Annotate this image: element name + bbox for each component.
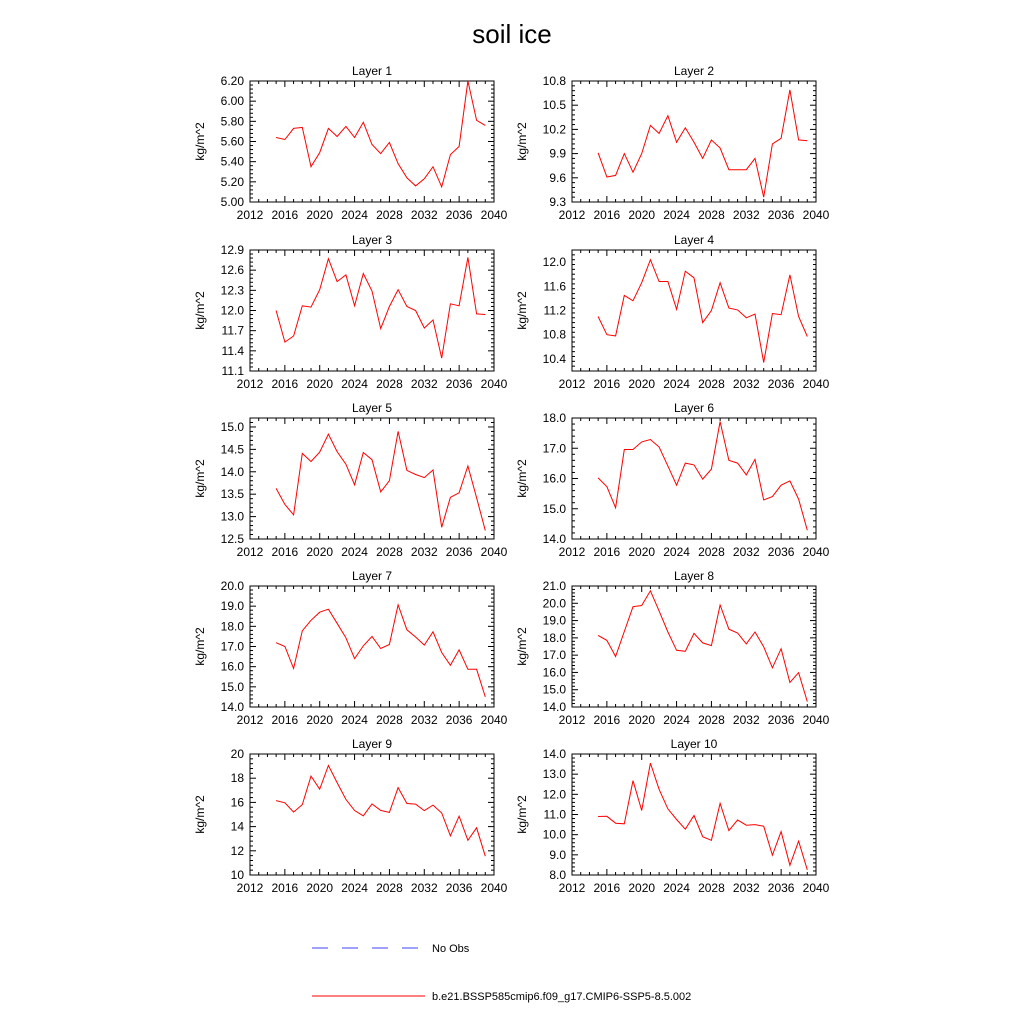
x-tick-label: 2028 bbox=[376, 208, 403, 222]
y-tick-label: 6.00 bbox=[220, 94, 244, 109]
x-tick-label: 2028 bbox=[376, 545, 403, 559]
x-tick-label: 2040 bbox=[480, 377, 508, 391]
x-tick-label: 2012 bbox=[236, 713, 264, 727]
y-tick-label: 18.0 bbox=[220, 619, 244, 634]
panel-title: Layer 1 bbox=[351, 64, 393, 78]
x-tick-label: 2032 bbox=[410, 881, 438, 895]
y-tick-label: 10.2 bbox=[542, 122, 566, 137]
panel-title: Layer 9 bbox=[351, 737, 393, 751]
y-tick-label: 13.0 bbox=[542, 767, 566, 782]
plot-frame bbox=[250, 81, 494, 202]
x-tick-label: 2040 bbox=[480, 208, 508, 222]
y-tick-label: 6.20 bbox=[220, 74, 244, 88]
x-tick-label: 2032 bbox=[732, 881, 760, 895]
y-tick-label: 11.1 bbox=[221, 364, 244, 378]
x-tick-label: 2028 bbox=[376, 377, 403, 391]
x-tick-label: 2012 bbox=[236, 881, 264, 895]
panel-title: Layer 7 bbox=[351, 569, 393, 583]
y-tick-label: 11.4 bbox=[221, 343, 244, 358]
x-tick-label: 2020 bbox=[628, 377, 656, 391]
x-tick-label: 2032 bbox=[410, 377, 438, 391]
x-tick-label: 2020 bbox=[628, 208, 656, 222]
y-tick-label: 15.0 bbox=[220, 419, 244, 434]
x-tick-label: 2040 bbox=[480, 713, 508, 727]
x-tick-label: 2040 bbox=[480, 881, 508, 895]
x-tick-label: 2040 bbox=[802, 713, 830, 727]
y-tick-label: 12.3 bbox=[220, 283, 244, 298]
x-tick-label: 2020 bbox=[628, 545, 656, 559]
y-tick-label: 9.6 bbox=[549, 170, 566, 185]
panel-title: Layer 4 bbox=[673, 233, 715, 247]
series-line-model bbox=[598, 591, 807, 702]
x-tick-label: 2012 bbox=[558, 377, 586, 391]
panels bbox=[193, 64, 830, 895]
y-tick-label: 17.0 bbox=[220, 639, 244, 654]
x-tick-label: 2012 bbox=[558, 881, 586, 895]
y-tick-label: 12.5 bbox=[220, 532, 244, 546]
x-tick-label: 2036 bbox=[767, 377, 795, 391]
series-line-model bbox=[276, 766, 485, 857]
panel-layer-5 bbox=[193, 401, 508, 559]
panel-layer-1 bbox=[193, 64, 508, 222]
x-tick-label: 2016 bbox=[271, 377, 299, 391]
x-tick-label: 2020 bbox=[628, 713, 656, 727]
y-tick-label: 12 bbox=[230, 843, 244, 858]
panel-layer-2 bbox=[515, 64, 830, 222]
series-line-model bbox=[598, 90, 807, 197]
panel-title: Layer 10 bbox=[670, 737, 718, 751]
series-line-model bbox=[598, 422, 807, 531]
y-tick-label: 11.6 bbox=[543, 279, 566, 294]
y-tick-label: 19.0 bbox=[542, 613, 566, 628]
y-tick-label: 12.0 bbox=[220, 303, 244, 318]
panel-layer-4 bbox=[515, 233, 830, 391]
x-tick-label: 2024 bbox=[663, 713, 690, 727]
legend-no-obs-label: No Obs bbox=[432, 943, 470, 955]
y-tick-label: 8.0 bbox=[549, 868, 566, 882]
x-tick-label: 2036 bbox=[445, 881, 473, 895]
x-tick-label: 2032 bbox=[732, 377, 760, 391]
y-tick-label: 11.0 bbox=[543, 807, 566, 822]
x-tick-label: 2032 bbox=[732, 545, 760, 559]
x-tick-label: 2016 bbox=[271, 881, 299, 895]
legend bbox=[312, 943, 691, 1003]
y-tick-label: 12.9 bbox=[220, 243, 244, 257]
x-tick-label: 2028 bbox=[698, 377, 725, 391]
y-tick-label: 5.80 bbox=[220, 114, 244, 129]
y-tick-label: 10 bbox=[230, 868, 244, 882]
y-tick-label: 17.0 bbox=[542, 441, 566, 456]
y-axis-label: kg/m^2 bbox=[193, 459, 207, 498]
panel-layer-7 bbox=[193, 569, 508, 727]
y-tick-label: 9.0 bbox=[549, 847, 566, 862]
x-tick-label: 2024 bbox=[341, 377, 368, 391]
x-tick-label: 2040 bbox=[802, 208, 830, 222]
plot-frame bbox=[572, 418, 816, 539]
x-tick-label: 2020 bbox=[306, 545, 334, 559]
x-tick-label: 2020 bbox=[628, 881, 656, 895]
x-tick-label: 2040 bbox=[802, 545, 830, 559]
y-axis-label: kg/m^2 bbox=[515, 291, 529, 330]
x-tick-label: 2024 bbox=[663, 881, 690, 895]
y-tick-label: 13.0 bbox=[220, 509, 244, 524]
y-axis-label: kg/m^2 bbox=[515, 459, 529, 498]
x-tick-label: 2028 bbox=[698, 208, 725, 222]
x-tick-label: 2020 bbox=[306, 713, 334, 727]
x-tick-label: 2016 bbox=[271, 713, 299, 727]
y-tick-label: 12.0 bbox=[542, 787, 566, 802]
panel-layer-6 bbox=[515, 401, 830, 559]
x-tick-label: 2032 bbox=[732, 713, 760, 727]
x-tick-label: 2024 bbox=[341, 713, 368, 727]
series-line-model bbox=[598, 260, 807, 363]
panel-layer-3 bbox=[193, 233, 508, 391]
x-tick-label: 2028 bbox=[376, 881, 403, 895]
x-tick-label: 2020 bbox=[306, 881, 334, 895]
x-tick-label: 2036 bbox=[445, 208, 473, 222]
x-tick-label: 2012 bbox=[236, 208, 264, 222]
x-tick-label: 2028 bbox=[376, 713, 403, 727]
series-line-model bbox=[598, 763, 807, 870]
y-tick-label: 15.0 bbox=[220, 679, 244, 694]
y-tick-label: 14.0 bbox=[542, 747, 566, 761]
panel-title: Layer 6 bbox=[673, 401, 715, 415]
x-tick-label: 2012 bbox=[558, 545, 586, 559]
y-tick-label: 20.0 bbox=[542, 596, 566, 611]
y-tick-label: 5.40 bbox=[220, 154, 244, 169]
y-tick-label: 10.0 bbox=[542, 827, 566, 842]
panel-layer-9 bbox=[193, 737, 508, 895]
y-axis-label: kg/m^2 bbox=[515, 627, 529, 666]
y-tick-label: 14.0 bbox=[542, 700, 566, 714]
y-tick-label: 5.00 bbox=[220, 195, 244, 209]
plot-frame bbox=[572, 586, 816, 707]
y-tick-label: 18 bbox=[230, 771, 244, 786]
y-tick-label: 18.0 bbox=[542, 630, 566, 645]
legend-model-label: b.e21.BSSP585cmip6.f09_g17.CMIP6-SSP5-8.5.002 bbox=[432, 991, 692, 1003]
x-tick-label: 2024 bbox=[663, 377, 690, 391]
plot-frame bbox=[250, 586, 494, 707]
x-tick-label: 2036 bbox=[445, 713, 473, 727]
y-tick-label: 16 bbox=[230, 795, 244, 810]
x-tick-label: 2016 bbox=[593, 208, 621, 222]
x-tick-label: 2012 bbox=[236, 377, 264, 391]
x-tick-label: 2028 bbox=[698, 713, 725, 727]
panel-title: Layer 5 bbox=[351, 401, 393, 415]
x-tick-label: 2032 bbox=[410, 713, 438, 727]
series-line-model bbox=[276, 257, 485, 358]
series-line-model bbox=[276, 605, 485, 697]
y-tick-label: 16.0 bbox=[542, 471, 566, 486]
y-tick-label: 9.3 bbox=[549, 195, 566, 209]
y-tick-label: 11.2 bbox=[543, 303, 566, 318]
x-tick-label: 2028 bbox=[698, 545, 725, 559]
x-tick-label: 2016 bbox=[593, 377, 621, 391]
y-tick-label: 14.0 bbox=[220, 464, 244, 479]
x-tick-label: 2036 bbox=[445, 377, 473, 391]
y-tick-label: 14.0 bbox=[220, 700, 244, 714]
y-tick-label: 17.0 bbox=[542, 648, 566, 663]
y-tick-label: 14.5 bbox=[220, 442, 244, 457]
x-tick-label: 2016 bbox=[593, 713, 621, 727]
x-tick-label: 2020 bbox=[306, 377, 334, 391]
panel-layer-10 bbox=[515, 737, 830, 895]
x-tick-label: 2016 bbox=[593, 545, 621, 559]
x-tick-label: 2028 bbox=[698, 881, 725, 895]
x-tick-label: 2036 bbox=[767, 208, 795, 222]
y-axis-label: kg/m^2 bbox=[515, 795, 529, 834]
x-tick-label: 2012 bbox=[558, 208, 586, 222]
x-tick-label: 2012 bbox=[236, 545, 264, 559]
y-tick-label: 10.5 bbox=[542, 98, 566, 113]
x-tick-label: 2024 bbox=[341, 208, 368, 222]
series-line-model bbox=[276, 81, 485, 187]
y-tick-label: 12.6 bbox=[220, 263, 244, 278]
y-axis-label: kg/m^2 bbox=[193, 122, 207, 161]
y-axis-label: kg/m^2 bbox=[193, 795, 207, 834]
x-tick-label: 2016 bbox=[593, 881, 621, 895]
y-tick-label: 5.20 bbox=[220, 174, 244, 189]
x-tick-label: 2040 bbox=[802, 881, 830, 895]
x-tick-label: 2024 bbox=[341, 545, 368, 559]
panel-layer-8 bbox=[515, 569, 830, 727]
series-line-model bbox=[276, 431, 485, 530]
y-tick-label: 20 bbox=[230, 747, 244, 761]
y-tick-label: 10.8 bbox=[542, 74, 566, 88]
y-tick-label: 19.0 bbox=[220, 599, 244, 614]
x-tick-label: 2024 bbox=[663, 545, 690, 559]
y-tick-label: 13.5 bbox=[220, 487, 244, 502]
panel-title: Layer 2 bbox=[673, 64, 715, 78]
x-tick-label: 2040 bbox=[802, 377, 830, 391]
x-tick-label: 2024 bbox=[341, 881, 368, 895]
plot-frame bbox=[572, 250, 816, 371]
x-tick-label: 2036 bbox=[445, 545, 473, 559]
y-tick-label: 5.60 bbox=[220, 134, 244, 149]
x-tick-label: 2012 bbox=[558, 713, 586, 727]
x-tick-label: 2036 bbox=[767, 713, 795, 727]
y-tick-label: 20.0 bbox=[220, 579, 244, 593]
y-tick-label: 16.0 bbox=[220, 659, 244, 674]
plot-frame bbox=[250, 250, 494, 371]
y-tick-label: 14.0 bbox=[542, 532, 566, 546]
y-tick-label: 12.0 bbox=[542, 255, 566, 270]
plot-frame bbox=[250, 754, 494, 875]
x-tick-label: 2032 bbox=[410, 545, 438, 559]
plot-frame bbox=[250, 418, 494, 539]
x-tick-label: 2036 bbox=[767, 545, 795, 559]
x-tick-label: 2036 bbox=[767, 881, 795, 895]
y-tick-label: 15.0 bbox=[542, 501, 566, 516]
x-tick-label: 2016 bbox=[271, 208, 299, 222]
panel-title: Layer 3 bbox=[351, 233, 393, 247]
panel-title: Layer 8 bbox=[673, 569, 715, 583]
x-tick-label: 2020 bbox=[306, 208, 334, 222]
x-tick-label: 2032 bbox=[410, 208, 438, 222]
plot-frame bbox=[572, 754, 816, 875]
y-tick-label: 15.0 bbox=[542, 682, 566, 697]
y-tick-label: 16.0 bbox=[542, 665, 566, 680]
y-tick-label: 11.7 bbox=[221, 323, 244, 338]
y-tick-label: 9.9 bbox=[549, 146, 566, 161]
y-tick-label: 10.4 bbox=[542, 351, 566, 366]
x-tick-label: 2016 bbox=[271, 545, 299, 559]
x-tick-label: 2032 bbox=[732, 208, 760, 222]
y-tick-label: 14 bbox=[230, 819, 244, 834]
y-axis-label: kg/m^2 bbox=[515, 122, 529, 161]
x-tick-label: 2040 bbox=[480, 545, 508, 559]
y-axis-label: kg/m^2 bbox=[193, 627, 207, 666]
y-tick-label: 10.8 bbox=[542, 327, 566, 342]
figure-title: soil ice bbox=[472, 19, 552, 49]
y-axis-label: kg/m^2 bbox=[193, 291, 207, 330]
y-tick-label: 21.0 bbox=[542, 579, 566, 593]
x-tick-label: 2024 bbox=[663, 208, 690, 222]
y-tick-label: 18.0 bbox=[542, 411, 566, 425]
